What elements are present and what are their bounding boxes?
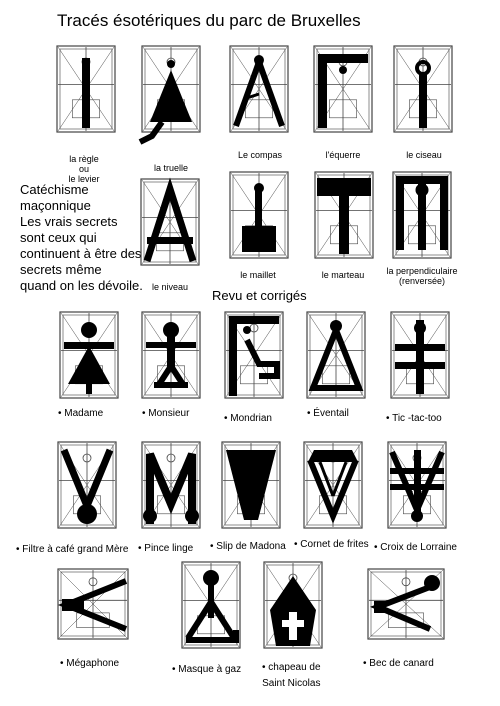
- label-ciseau: le ciseau: [406, 150, 442, 160]
- figure-cornet: [302, 440, 364, 530]
- note-line: sont ceux qui: [20, 230, 97, 245]
- label-compas: Le compas: [237, 150, 283, 160]
- note-line: quand on les dévoile.: [20, 278, 143, 293]
- label-regle: [60, 154, 108, 184]
- label-line: • chapeau de: [262, 662, 321, 673]
- figure-equerre: [312, 44, 374, 134]
- figure-ciseau: [392, 44, 454, 134]
- figure-croix-lorraine: [386, 440, 448, 530]
- label-line: le levier: [68, 174, 100, 184]
- figure-bec-canard: [366, 567, 446, 641]
- page-title: Tracés ésotériques du parc de Bruxelles: [57, 11, 361, 30]
- figure-niveau: [139, 177, 201, 267]
- figure-marteau: [313, 170, 375, 260]
- figure-truelle: [140, 44, 202, 134]
- figure-madame: [58, 310, 120, 400]
- figure-tictactoo: [389, 310, 451, 400]
- figure-slip: [220, 440, 282, 530]
- label-line: (renversée): [398, 276, 445, 286]
- figure-compas: [228, 44, 290, 134]
- label-pince-linge: • Pince linge: [138, 543, 194, 554]
- figure-chapeau: [262, 560, 324, 650]
- figure-eventail: [305, 310, 367, 400]
- label-eventail: • Éventail: [307, 408, 349, 419]
- note-line: secrets même: [20, 262, 102, 277]
- figure-megaphone: [56, 567, 130, 641]
- figure-mondrian: [223, 310, 285, 400]
- figure-monsieur: [140, 310, 202, 400]
- label-bec-canard: • Bec de canard: [363, 658, 434, 669]
- label-perpendiculaire: [378, 266, 466, 286]
- label-cornet: • Cornet de frites: [294, 539, 369, 550]
- note-line: continuent à être des: [20, 246, 142, 261]
- note-line: Catéchisme: [20, 182, 89, 197]
- figure-pince-linge: [140, 440, 202, 530]
- figure-regle: [55, 44, 117, 134]
- label-monsieur: • Monsieur: [142, 408, 190, 419]
- note-line: Les vrais secrets: [20, 214, 118, 229]
- label-masque-gaz: • Masque à gaz: [172, 664, 242, 675]
- figure-filtre: [56, 440, 118, 530]
- figure-perpendiculaire: [391, 170, 453, 260]
- label-equerre: l'équerre: [325, 150, 361, 160]
- label-mondrian: • Mondrian: [224, 413, 272, 424]
- label-slip: • Slip de Madona: [210, 541, 286, 552]
- section-title: Revu et corrigés: [212, 288, 307, 303]
- figure-masque-gaz: [180, 560, 242, 650]
- label-line: Saint Nicolas: [262, 678, 321, 689]
- label-marteau: le marteau: [321, 270, 365, 280]
- label-filtre: • Filtre à café grand Mère: [16, 544, 129, 555]
- figure-maillet: [228, 170, 290, 260]
- label-line: ou: [78, 164, 89, 174]
- label-tictactoo: • Tic -tac-too: [386, 413, 442, 424]
- label-line: la règle: [69, 154, 99, 164]
- label-niveau: le niveau: [151, 282, 189, 292]
- catechism-note: [20, 182, 143, 294]
- label-maillet: le maillet: [240, 270, 276, 280]
- note-line: maçonnique: [20, 198, 91, 213]
- label-croix-lorraine: • Croix de Lorraine: [374, 542, 457, 553]
- label-megaphone: • Mégaphone: [60, 658, 120, 669]
- label-madame: • Madame: [58, 408, 104, 419]
- label-chapeau: [262, 660, 321, 692]
- label-truelle: la truelle: [153, 163, 189, 173]
- label-line: la perpendiculaire: [386, 266, 458, 276]
